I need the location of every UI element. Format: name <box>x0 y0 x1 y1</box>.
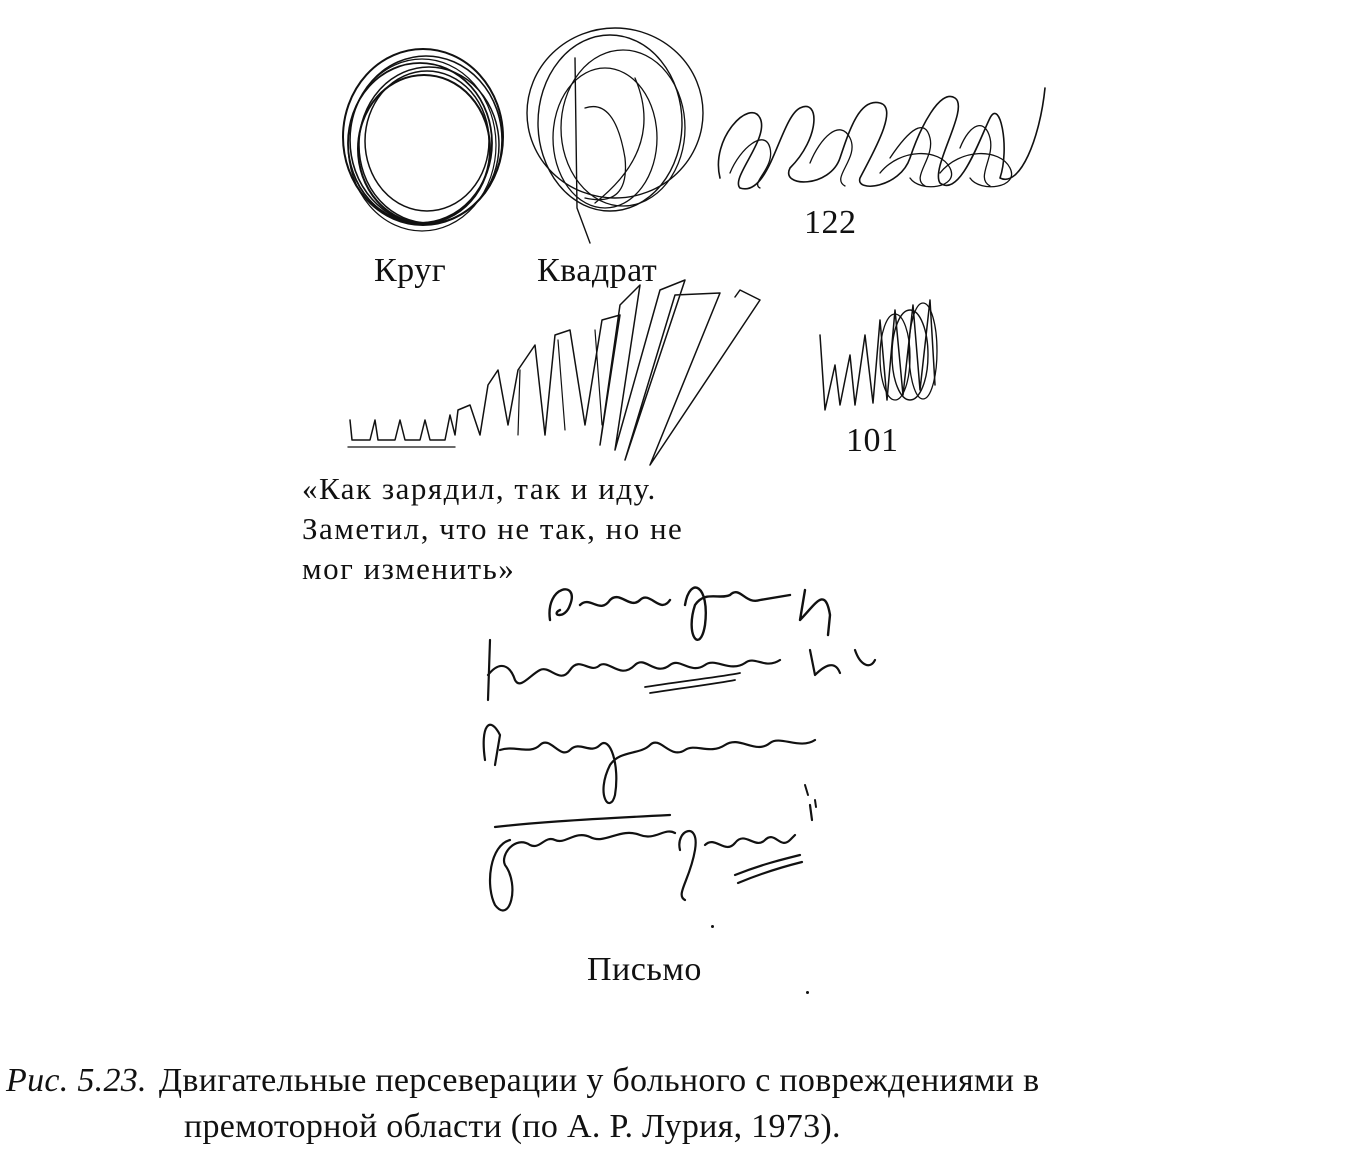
square-drawing <box>515 18 725 248</box>
patient-quote <box>302 469 683 589</box>
square-label: Квадрат <box>537 252 658 289</box>
circle-label: Круг <box>374 252 447 289</box>
figure-caption <box>6 1058 1351 1150</box>
meander-drawing <box>340 275 790 475</box>
number-101-label: 101 <box>846 422 899 459</box>
quote-line-3: мог изменить» <box>302 551 516 586</box>
caption-line-2: премоторной области (по А. Р. Лурия, 1973). <box>184 1108 841 1145</box>
number-122-label: 122 <box>804 204 857 241</box>
quote-line-2: Заметил, что не так, но не <box>302 511 684 546</box>
speck <box>806 991 809 994</box>
number-122-drawing <box>710 78 1050 198</box>
number-101-drawing <box>815 295 945 415</box>
circle-drawing <box>330 45 530 245</box>
speck <box>711 925 714 928</box>
figure-number: Рис. 5.23. <box>6 1062 147 1099</box>
writing-label: Письмо <box>587 951 702 988</box>
caption-line-1: Двигательные персеверации у больного с повреждениями в <box>158 1062 1040 1099</box>
quote-line-1: «Как зарядил, так и иду. <box>302 471 657 506</box>
handwriting-sample <box>470 565 890 925</box>
